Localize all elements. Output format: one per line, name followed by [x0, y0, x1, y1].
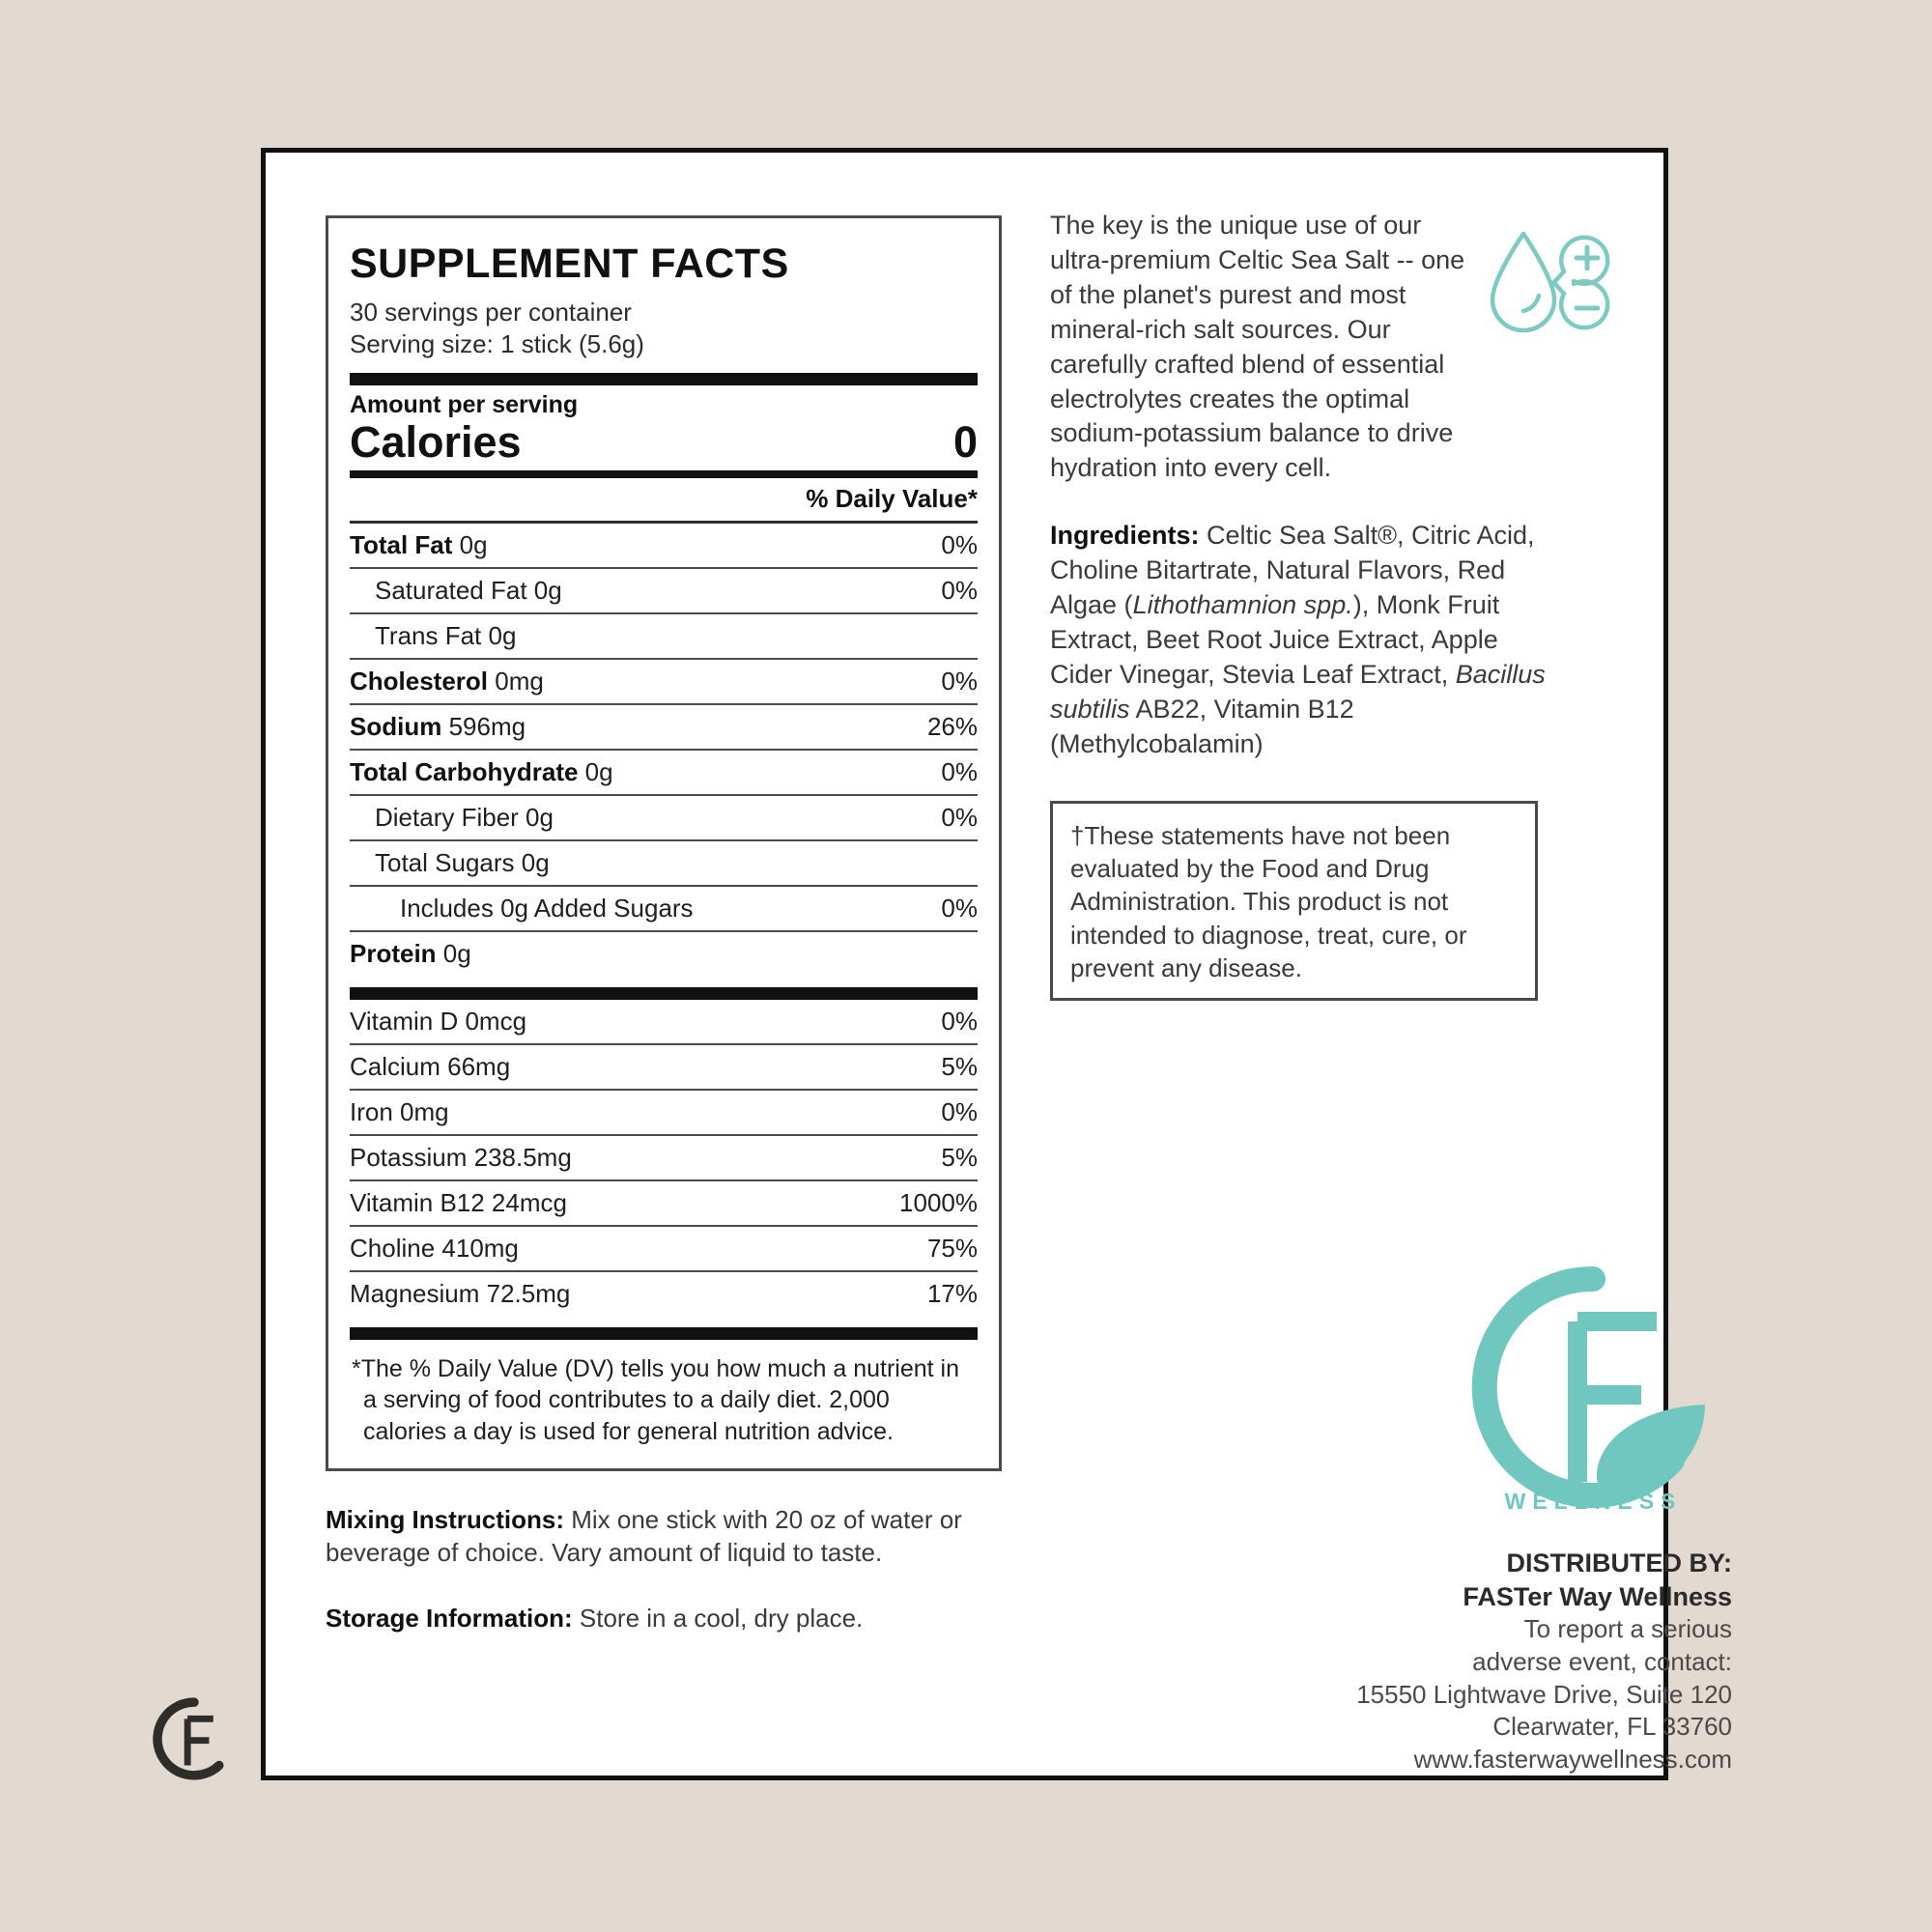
micronutrient-name: Calcium 66mg	[350, 1051, 511, 1081]
nutrient-row	[350, 841, 978, 885]
micronutrient-name: Vitamin D 0mcg	[350, 1006, 527, 1036]
mixing-instructions-heading: Mixing Instructions:	[326, 1505, 564, 1535]
hydration-icon-group	[1485, 226, 1620, 347]
supplement-facts-title: SUPPLEMENT FACTS	[350, 241, 789, 287]
nutrient-daily-value: 0%	[941, 575, 978, 605]
micronutrient-name: Potassium 238.5mg	[350, 1142, 572, 1172]
nutrient-daily-value: 0%	[941, 756, 978, 786]
nutrient-row	[350, 660, 978, 703]
servings-per-container: 30 servings per container	[350, 298, 632, 327]
micronutrient-daily-value: 0%	[941, 1006, 978, 1036]
nutrient-daily-value: 0%	[941, 802, 978, 832]
nutrient-row	[350, 751, 978, 794]
nutrient-daily-value: 0%	[941, 666, 978, 696]
nutrient-name: Dietary Fiber 0g	[375, 802, 554, 832]
nutrient-name: Trans Fat 0g	[375, 620, 517, 650]
ingredients-italic-2: Bacillus subtilis	[1050, 659, 1546, 724]
calories-value: 0	[952, 416, 978, 467]
micronutrient-name: Choline 410mg	[350, 1233, 519, 1263]
ingredients-heading: Ingredients:	[1050, 521, 1200, 551]
daily-value-header: % Daily Value*	[806, 483, 978, 513]
micronutrient-row	[350, 1272, 978, 1316]
micronutrient-daily-value: 17%	[926, 1278, 978, 1308]
ingredients-part-3: AB22, Vitamin B12 (Methylcobalamin)	[1050, 694, 1354, 758]
divider-above-micronutrients	[350, 987, 978, 1000]
circle-f-monogram-icon	[153, 1697, 236, 1780]
distributor-website[interactable]: www.fasterwaywellness.com	[1413, 1745, 1732, 1775]
micronutrient-rows	[350, 1000, 978, 1316]
nutrient-row	[350, 932, 978, 976]
nutrient-row	[350, 569, 978, 612]
nutrient-rows	[350, 524, 978, 976]
distributor-block	[1282, 1547, 1732, 1776]
plus-circle-icon	[1554, 238, 1607, 284]
nutrient-name: Includes 0g Added Sugars	[400, 893, 694, 923]
faster-way-wellness-logo-icon	[1456, 1262, 1731, 1513]
micronutrient-row	[350, 1000, 978, 1043]
ingredients-part-2: ), Monk Fruit Extract, Beet Root Juice Extract, Apple Cider Vinegar, Stevia Leaf Extract,	[1050, 590, 1500, 689]
ingredients-part-1: Celtic Sea Salt®, Citric Acid, Choline Bitartrate, Natural Flavors, Red Algae (	[1050, 521, 1535, 620]
micronutrient-name: Iron 0mg	[350, 1096, 449, 1126]
divider-thick-top	[350, 373, 978, 385]
nutrient-row	[350, 796, 978, 839]
divider-below-micronutrients	[350, 1327, 978, 1340]
supplement-label-card	[261, 148, 1732, 1780]
nutrient-row	[350, 614, 978, 658]
right-column	[1050, 209, 1732, 1775]
water-droplet-icon	[1492, 234, 1554, 330]
micronutrient-name: Magnesium 72.5mg	[350, 1278, 571, 1308]
ingredients-paragraph	[1050, 519, 1552, 761]
supplement-facts-panel	[326, 215, 1002, 1471]
distributor-line-1: To report a serious	[1523, 1614, 1732, 1644]
nutrient-name: Cholesterol 0mg	[350, 666, 544, 696]
wellness-wordmark: WELLNESS	[1504, 1489, 1683, 1514]
ingredients-italic-1: Lithothamnion spp.	[1132, 590, 1353, 620]
micronutrient-name: Vitamin B12 24mcg	[350, 1187, 567, 1217]
distributor-address-street: 15550 Lightwave Drive, Suite 120	[1356, 1679, 1732, 1709]
amount-per-serving-label: Amount per serving	[350, 390, 579, 418]
micronutrient-daily-value: 5%	[941, 1142, 978, 1172]
distributor-company: FASTer Way Wellness	[1463, 1581, 1732, 1611]
distributed-by-heading: DISTRIBUTED BY:	[1506, 1548, 1732, 1577]
calories-label: Calories	[350, 416, 522, 467]
nutrient-name: Sodium 596mg	[350, 711, 526, 741]
micronutrient-row	[350, 1045, 978, 1089]
nutrient-daily-value: 26%	[926, 711, 978, 741]
nutrient-name: Total Fat 0g	[350, 529, 488, 559]
micronutrient-daily-value: 1000%	[899, 1187, 978, 1217]
nutrient-name: Saturated Fat 0g	[375, 575, 562, 605]
micronutrient-daily-value: 5%	[941, 1051, 978, 1081]
divider-under-calories	[350, 470, 978, 478]
nutrient-name: Total Carbohydrate 0g	[350, 756, 613, 786]
nutrient-row	[350, 524, 978, 567]
distributor-line-2: adverse event, contact:	[1472, 1646, 1732, 1676]
minus-circle-icon	[1554, 281, 1607, 327]
micronutrient-daily-value: 75%	[926, 1233, 978, 1263]
storage-information-heading: Storage Information:	[326, 1603, 573, 1633]
micronutrient-row	[350, 1091, 978, 1134]
left-column	[326, 215, 1002, 1635]
nutrient-name: Total Sugars 0g	[375, 847, 550, 877]
nutrient-daily-value: 0%	[941, 529, 978, 559]
micronutrient-row	[350, 1227, 978, 1270]
daily-value-footnote: *The % Daily Value (DV) tells you how much a nutrient in a serving of food contributes to a daily diet. 2,000 calories a day is used for general nutrition advice.	[352, 1354, 959, 1445]
mixing-instructions-text: Mix one stick with 20 oz of water or beverage of choice. Vary amount of liquid to taste.	[326, 1505, 962, 1568]
nutrient-row	[350, 887, 978, 930]
leaf-icon	[1597, 1405, 1705, 1497]
nutrient-daily-value: 0%	[941, 893, 978, 923]
calories-row	[350, 416, 978, 467]
nutrient-name: Protein 0g	[350, 938, 471, 968]
distributor-address-city: Clearwater, FL 33760	[1492, 1712, 1732, 1742]
marketing-intro-paragraph: The key is the unique use of our ultra-premium Celtic Sea Salt -- one of the planet's purest and most mineral-rich salt sources. Our carefully crafted blend of essential electrolytes creates the optimal sodium-potassium balance to drive hydration into every cell.	[1050, 211, 1465, 483]
micronutrient-daily-value: 0%	[941, 1096, 978, 1126]
fda-disclaimer-box: †These statements have not been evaluated by the Food and Drug Administration. This product is not intended to diagnose, treat, cure, or prevent any disease.	[1050, 801, 1538, 1002]
nutrient-row	[350, 705, 978, 749]
mixing-instructions	[326, 1504, 1002, 1570]
storage-information	[326, 1603, 1002, 1635]
serving-size: Serving size: 1 stick (5.6g)	[350, 329, 644, 359]
micronutrient-row	[350, 1136, 978, 1179]
storage-information-text: Store in a cool, dry place.	[572, 1603, 864, 1633]
micronutrient-row	[350, 1181, 978, 1225]
